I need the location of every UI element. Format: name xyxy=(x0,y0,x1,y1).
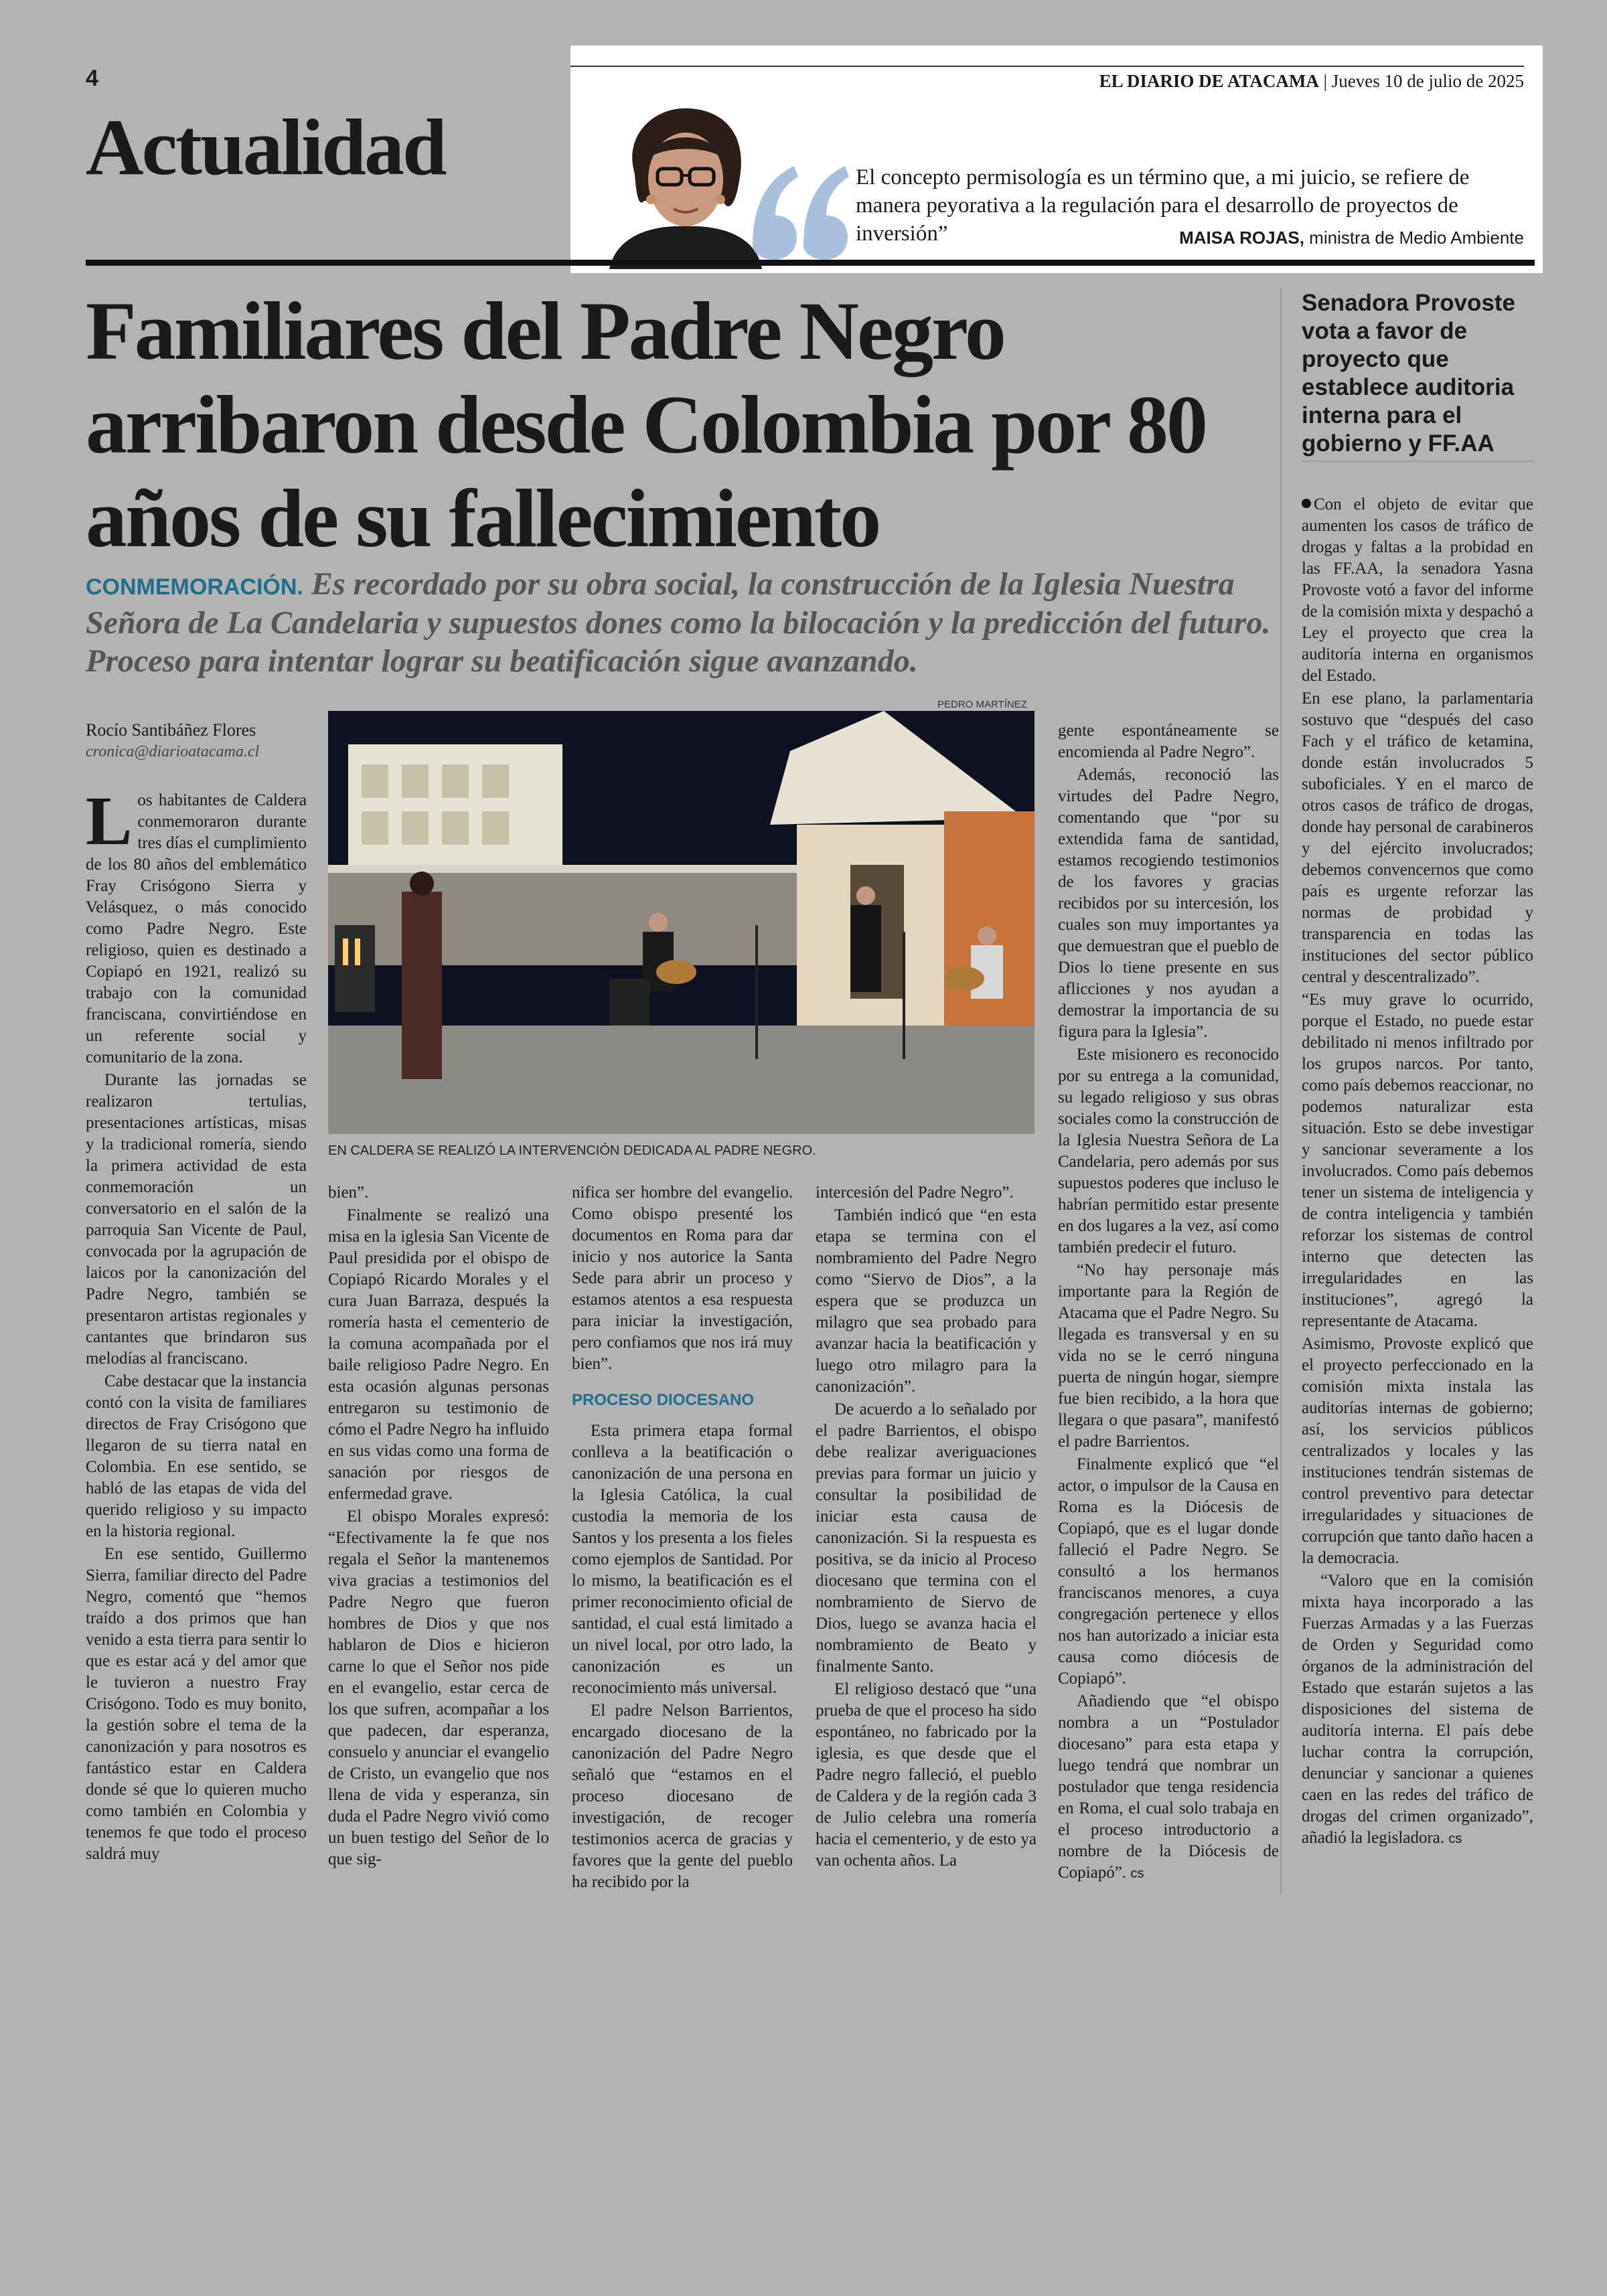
publication-name: EL DIARIO DE ATACAMA xyxy=(1099,71,1319,91)
quote-author-name: MAISA ROJAS, xyxy=(1179,228,1304,248)
article-column-2 xyxy=(328,1182,549,1872)
article-paragraph: bien”. xyxy=(328,1183,369,1202)
paragraph-text: os habitantes de Caldera conmemoraron durante tres días el cumplimiento de los 80 años del emblemático Fray Crisógono Sierra y Velásquez, o más conocido como Padre Negro. Este religioso, quien es destinado a Copiapó en 1921, realizó su trabajo con la comunidad franciscana, convirtiéndose en un referente social y comunitario de la zona. xyxy=(86,791,307,1066)
article-paragraph: Finalmente se realizó una misa en la iglesia San Vicente de Paul presidida por el obispo de Copiapó Ricardo Morales y el cura Juan Barraza, después la romería hasta el cementerio de la comuna acompañada por el baile religioso Padre Negro. En esta ocasión algunas personas entregaron su testimonio de cómo el Padre Negro ha influido en sus vidas como una forma de sanación por riesgos de enfermedad grave. xyxy=(328,1206,549,1503)
quote-box xyxy=(570,46,1543,273)
masthead xyxy=(1099,71,1524,92)
sidebar-paragraph xyxy=(1302,1570,1533,1850)
sidebar-paragraph: “Es muy grave lo ocurrido, porque el Estado, no puede estar debilitado ni menos infiltrado por los grupos narcos. Por tanto, como país debemos reaccionar, no podemos naturalizar esta situación. Esto se debe investigar y sancionar severamente a los involucrados. Como país debemos tener un sistema de inteligencia y de contra inteligencia y también reforzar los sistemas de control interno que detecten las irregularidades en las instituciones”, agregó la representante de Atacama. xyxy=(1302,991,1533,1330)
dropcap: L xyxy=(86,783,133,859)
article-paragraph xyxy=(1058,1691,1279,1884)
quote-attribution xyxy=(1179,228,1524,248)
masthead-rule xyxy=(570,66,1524,67)
article-paragraph xyxy=(86,783,307,1068)
article-paragraph: Este misionero es reconocido por su entrega a la comunidad, su legado religioso y sus obras sociales como la construcción de la Iglesia Nuestra Señora de La Candelaria, pero además por sus supuestos poderes que incluso le habrían permitido estar presente en dos lugares a la vez, así como también predecir el futuro. xyxy=(1058,1046,1279,1256)
article-paragraph: En ese sentido, Guillermo Sierra, familiar directo del Padre Negro, comentó que “hemos traído a dos primos que han venido a esta tierra para sentir lo que es estar acá y del amor que le tuvieron a nuestro Fray Crisógono. Todo es muy bonito, la gestión sobre el tema de la canonización y para nosotros es fantástico estar en Caldera donde sé que lo quieren mucho como también en Colombia y tenemos fe que todo el proceso saldrá muy xyxy=(86,1545,307,1863)
photo-caption: EN CALDERA SE REALIZÓ LA INTERVENCIÓN DEDICADA AL PADRE NEGRO. xyxy=(328,1143,816,1158)
author-email: cronica@diarioatacama.cl xyxy=(86,743,260,760)
article-deck xyxy=(86,565,1271,681)
article-column-5 xyxy=(1058,720,1279,1886)
paragraph-text: “Valoro que en la comisión mixta haya incorporado a las Fuerzas Armadas y a las Fuerzas de Orden y Seguridad como órganos de la administración del Estado que estarán sujetos a las disposiciones del sistema de auditoría interna. El país debe luchar contra la corrupción, denunciar y sancionar a quienes caen en las redes del tráfico de drogas del crimen organizado”, añadió la legisladora. xyxy=(1302,1572,1533,1847)
page-number: 4 xyxy=(86,66,98,91)
portrait-illustration xyxy=(596,94,771,269)
end-mark: cs xyxy=(1130,1866,1144,1881)
article-paragraph: El padre Nelson Barrientos, encargado diocesano de la canonización del Padre Negro señaló que “estamos en el proceso diocesano de investigación, de recoger testimonios acerca de gracias y favores que la gente del pueblo ha recibido por la xyxy=(572,1702,793,1891)
sidebar-paragraph xyxy=(1302,494,1533,687)
article-paragraph: Además, reconoció las virtudes del Padre Negro, comentando que “por su extendida fama de santidad, estamos recogiendo testimonios de los favores y gracias recibidos por su intercesión, los cuales son muy importantes ya que demuestran que el pueblo de Dios lo tiene presente en sus aflicciones y nos ayudan a demostrar la importancia de su figura para la Iglesia”. xyxy=(1058,766,1279,1041)
section-title: Actualidad xyxy=(86,102,445,191)
end-mark: cs xyxy=(1448,1831,1462,1846)
deck-kicker: CONMEMORACIÓN. xyxy=(86,574,303,600)
article-paragraph: “No hay personaje más importante para la Región de Atacama que el Padre Negro. Su llegada es transversal y en su vida no se le cerró ninguna puerta de ningún hogar, siempre fue bien recibido, a la hora que llegara o que pasara”, manifestó el padre Barrientos. xyxy=(1058,1261,1279,1451)
headline-rule xyxy=(86,260,1535,266)
sidebar-divider xyxy=(1280,288,1282,1894)
article-column-3 xyxy=(572,1182,793,1894)
article-paragraph: Durante las jornadas se realizaron tertulias, presentaciones artísticas, misas y la tradicional romería, siendo la primera actividad de esta conmemoración un conversatorio en el salón de la parroquia San Vicente de Paul, convocada por la agrupación de laicos por la canonización del Padre Negro, también se presentaron artistas regionales y cantantes que brindaron sus melodías al franciscano. xyxy=(86,1071,307,1368)
article-paragraph: De acuerdo a lo señalado por el padre Barrientos, el obispo debe realizar averiguaciones previas para formar un juicio y consultar la posibilidad de iniciar esta causa de canonización. Si la respuesta es positiva, se da inicio al Proceso diocesano que termina con el nombramiento de Siervo de Dios, luego se avanza hacia el nombramiento de Beato y finalmente Santo. xyxy=(816,1400,1037,1675)
photo-credit: PEDRO MARTÍNEZ xyxy=(937,699,1027,710)
sidebar-paragraph: Asimismo, Provoste explicó que el proyecto perfeccionado en la comisión mixta instala las auditorías internas de gobierno; así, los servicios públicos centralizados y locales y las instituciones tendrán sistemas de control preventivo para detectar irregularidades y situaciones de corrupción que tanto daño hacen a la democracia. xyxy=(1302,1335,1533,1567)
article-paragraph: El obispo Morales expresó: “Efectivamente la fe que nos regala el Señor la mantenemos viva gracias a testimonios del Padre Negro que fueron hombres de Dios y que nos hablaron de Dios e hicieron carne lo que el Señor nos pide en el evangelio, estar cerca de los que sufren, acompañar a los que padecen, dar esperanza, consuelo y anunciar el evangelio de Cristo, un evangelio que nos llena de vida y esperanza, sin duda el Padre Negro vivió como un buen testigo del Señor de lo que sig- xyxy=(328,1507,549,1868)
bullet-icon xyxy=(1302,499,1311,508)
article-paragraph: gente espontáneamente se encomienda al Padre Negro”. xyxy=(1058,722,1279,761)
article-headline: Familiares del Padre Negro arribaron desde Colombia por 80 años de su fallecimiento xyxy=(86,285,1206,565)
article-paragraph: También indicó que “en esta etapa se termina con el nombramiento del Padre Negro como “Siervo de Dios”, a la espera que se produzca un milagro que sea probado para avanzar hacia la beatificación y luego otro milagro para la canonización”. xyxy=(816,1206,1037,1396)
article-paragraph: nifica ser hombre del evangelio. Como obispo presenté los documentos en Roma para dar inicio y nos autorice la Santa Sede para abrir un proceso y estamos atentos a esa respuesta para iniciar la investigación, pero confiamos que nos irá muy bien”. xyxy=(572,1183,793,1373)
masthead-separator: | xyxy=(1323,71,1332,91)
sidebar-headline: Senadora Provoste vota a favor de proyecto que establece auditoria interna para el gobierno y FF.AA xyxy=(1302,290,1515,457)
subhead: PROCESO DIOCESANO xyxy=(572,1391,755,1409)
article-paragraph: El religioso destacó que “una prueba de que el proceso ha sido espontáneo, no fabricado por la iglesia, es que desde que el Padre negro falleció, el pueblo de Caldera y de la región cada 3 de Julio celebra una romería hacia el cementerio, y de esto ya van ochenta años. La xyxy=(816,1680,1037,1870)
publication-date: Jueves 10 de julio de 2025 xyxy=(1331,71,1524,91)
paragraph-text: Con el objeto de evitar que aumenten los casos de tráfico de drogas y faltas a la probidad en las FF.AA, la senadora Yasna Provoste votó a favor del informe de la comisión mixta y despachó a Ley el proyecto que crea la auditoría interna en organismos del Estado. xyxy=(1302,495,1533,685)
quote-author-role: ministra de Medio Ambiente xyxy=(1309,228,1524,248)
article-column-4 xyxy=(816,1182,1037,1873)
night-concert-photo xyxy=(328,711,1035,1134)
article-paragraph: Cabe destacar que la instancia contó con la visita de familiares directos de Fray Crisógono que llegaron de su tierra natal en Colombia. En ese sentido, se habló de las etapas de vida del querido religioso y su impacto en la historia regional. xyxy=(86,1372,307,1540)
sidebar-paragraph: En ese plano, la parlamentaria sostuvo que “después del caso Fach y el tráfico de ketamina, donde están involucrados 5 suboficiales. Y en el marco de otros casos de tráfico de drogas, donde hay personal de carabineros y del ejército involucrados; debemos convencernos que como país es urgente reforzar las normas de probidad y transparencia en todas las instituciones del sector público central y descentralizado”. xyxy=(1302,689,1533,986)
article-paragraph: Esta primera etapa formal conlleva a la beatificación o canonización de una persona en la Iglesia Católica, la cual custodia la memoria de los Santos y los presenta a los fieles como ejemplos de Santidad. Por lo mismo, la beatificación es el primer reconocimiento oficial de santidad, el cual está limitado a un nivel local, por otro lado, la canonización es un reconocimiento más universal. xyxy=(572,1422,793,1697)
deck-text: Es recordado por su obra social, la construcción de la Iglesia Nuestra Señora de La Candelaria y supuestos dones como la bilocación y la predicción del futuro. Proceso para intentar lograr su beatificación sigue avanzando. xyxy=(86,566,1271,679)
paragraph-text: Añadiendo que “el obispo nombra a un “Postulador diocesano” para esta etapa y luego tendrá que nombrar un postulador que tenga residencia en Roma, el cual solo trabaja en el proceso introductorio a nombre de la Diócesis de Copiapó”. xyxy=(1058,1692,1279,1882)
quote-text: El concepto permisología es un término que, a mi juicio, se refiere de manera peyorativa a la regulación para el desarrollo de proyectos de inversión” xyxy=(856,165,1470,246)
article-photo xyxy=(328,711,1035,1134)
sidebar-column xyxy=(1302,494,1533,1851)
article-paragraph: intercesión del Padre Negro”. xyxy=(816,1183,1014,1202)
byline: Rocío Santibáñez Flores xyxy=(86,720,256,740)
sidebar-rule xyxy=(1302,461,1535,462)
article-column-1 xyxy=(86,783,307,1866)
article-paragraph: Finalmente explicó que “el actor, o impulsor de la Causa en Roma es la Diócesis de Copiapó, que es el lugar donde falleció el Padre Negro. Se consultó a los hermanos franciscanos menores, a cuya congregación pertenece y ellos nos han autorizado a iniciar esta causa como diócesis de Copiapó”. xyxy=(1058,1455,1279,1688)
